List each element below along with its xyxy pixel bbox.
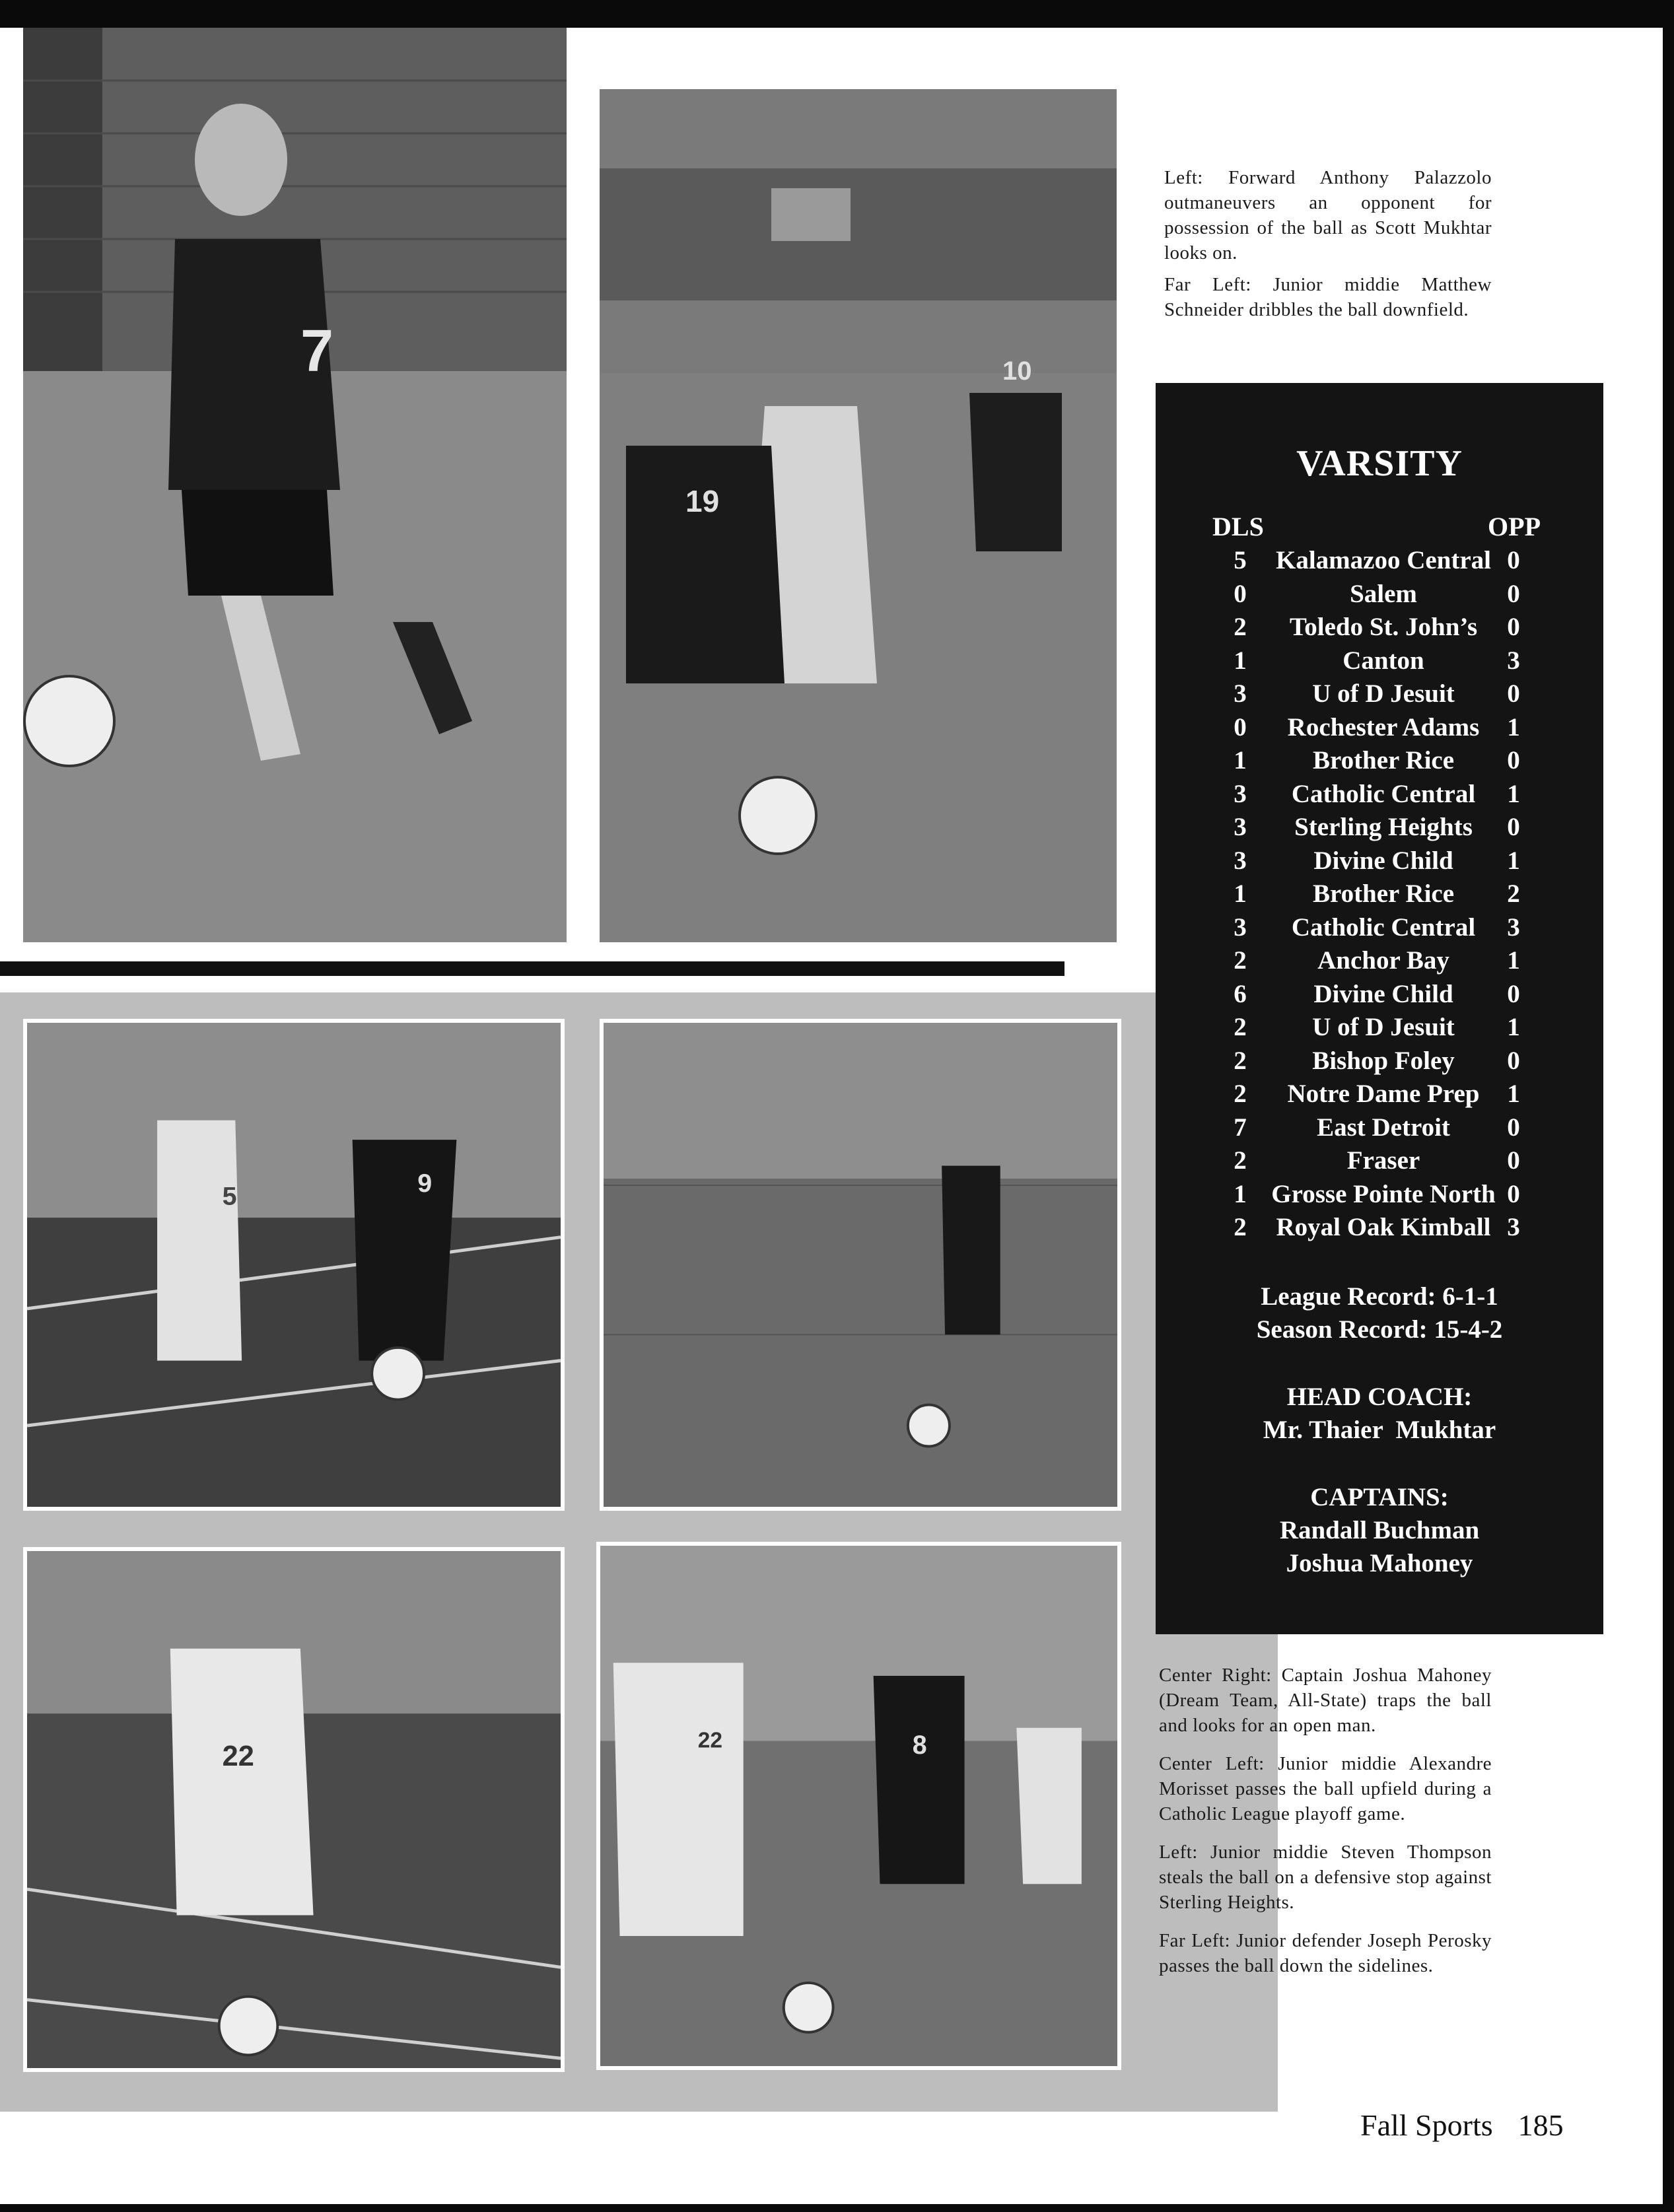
game-opp-score: 1 [1507, 1080, 1520, 1108]
jersey-number-5: 5 [222, 1181, 237, 1211]
game-row [1156, 1012, 1603, 1046]
game-opp-score: 3 [1507, 1213, 1520, 1241]
game-opp-score: 0 [1507, 613, 1520, 641]
game-row [1156, 1146, 1603, 1179]
game-opp-score: 0 [1507, 813, 1520, 841]
game-opp-score: 1 [1507, 946, 1520, 975]
game-opponent: Anchor Bay [1317, 946, 1449, 975]
game-opponent: Canton [1343, 646, 1424, 675]
caption-bottom [1159, 1663, 1492, 1985]
game-row [1156, 1113, 1603, 1146]
game-row [1156, 1079, 1603, 1113]
game-opponent: Divine Child [1313, 846, 1453, 875]
game-opp-score: 0 [1507, 1046, 1520, 1075]
game-dls-score: 1 [1234, 880, 1247, 908]
captain-name: Randall Buchman [1279, 1515, 1480, 1544]
captain-name: Joshua Mahoney [1286, 1548, 1473, 1577]
game-row [1156, 612, 1603, 646]
game-opponent: U of D Jesuit [1312, 1013, 1455, 1041]
season-record: Season Record: 15-4-2 [1256, 1315, 1503, 1344]
jersey-number-8: 8 [912, 1731, 927, 1760]
game-opp-score: 0 [1507, 1146, 1520, 1175]
game-opponent: Bishop Foley [1312, 1046, 1455, 1075]
game-row [1156, 946, 1603, 979]
game-opponent: Brother Rice [1312, 880, 1455, 908]
game-opp-score: 0 [1507, 1113, 1520, 1142]
game-opponent: Catholic Central [1291, 779, 1476, 808]
jersey-number-22: 22 [222, 1741, 254, 1773]
game-dls-score: 1 [1234, 1179, 1247, 1208]
caption-left: Left: Junior middie Steven Thompson steals the ball on a defensive stop against Sterling Heights. [1159, 1842, 1492, 1913]
game-dls-score: 1 [1234, 646, 1247, 675]
varsity-title: VARSITY [1296, 443, 1463, 484]
game-dls-score: 2 [1234, 946, 1247, 975]
photo-forward-palazzolo [23, 28, 567, 942]
game-opp-score: 1 [1507, 779, 1520, 808]
photo-center-left [23, 1019, 565, 1511]
game-opponent: Sterling Heights [1294, 813, 1473, 841]
league-record: League Record: 6-1-1 [1261, 1282, 1498, 1311]
game-dls-score: 2 [1234, 1146, 1247, 1175]
game-opponent: Kalamazoo Central [1275, 546, 1491, 574]
caption-far-left: Far Left: Junior defender Joseph Perosky passes the ball down the sidelines. [1159, 1930, 1492, 1976]
game-row [1156, 1212, 1603, 1246]
game-dls-score: 0 [1234, 712, 1247, 742]
game-opponent: U of D Jesuit [1312, 679, 1455, 708]
caption-center-left: Center Left: Junior middie Alexandre Morisset passes the ball upfield during a Catholic League playoff game. [1159, 1753, 1492, 1824]
game-dls-score: 7 [1234, 1113, 1247, 1142]
game-row [1156, 913, 1603, 946]
game-opponent: Catholic Central [1291, 913, 1476, 942]
game-results-list [1156, 545, 1603, 1246]
captains-heading: CAPTAINS: [1310, 1482, 1449, 1511]
game-opp-score: 0 [1507, 546, 1520, 574]
game-row [1156, 579, 1603, 613]
coach-heading: HEAD COACH: [1286, 1382, 1473, 1411]
photo-left-bottom [23, 1547, 565, 2072]
photo-far-left-bottom [596, 1542, 1121, 2070]
game-row [1156, 712, 1603, 746]
game-opp-score: 1 [1507, 1013, 1520, 1041]
game-opp-score: 0 [1507, 679, 1520, 708]
game-opponent: Toledo St. John’s [1289, 613, 1478, 641]
game-dls-score: 2 [1234, 1080, 1247, 1108]
game-opp-score: 2 [1507, 880, 1520, 908]
game-row [1156, 1179, 1603, 1213]
game-dls-score: 3 [1234, 779, 1247, 808]
caption-top-far-left: Far Left: Junior middie Matthew Schneider dribbles the ball downfield. [1164, 274, 1492, 320]
game-row [1156, 879, 1603, 913]
game-opponent: Rochester Adams [1287, 712, 1480, 742]
game-dls-score: 2 [1234, 1213, 1247, 1241]
game-opp-score: 1 [1507, 712, 1520, 742]
game-dls-score: 1 [1234, 746, 1247, 775]
game-dls-score: 2 [1234, 613, 1247, 641]
caption-top-left: Left: Forward Anthony Palazzolo outmaneuvers an opponent for possession of the ball as Scott Mukhtar looks on. [1164, 167, 1492, 263]
game-opponent: Divine Child [1313, 979, 1453, 1008]
game-opponent: Royal Oak Kimball [1276, 1213, 1491, 1241]
game-opp-score: 3 [1507, 913, 1520, 942]
game-dls-score: 6 [1234, 979, 1247, 1008]
page-number: 185 [1517, 2108, 1564, 2142]
varsity-column-header [1156, 511, 1603, 545]
game-dls-score: 2 [1234, 1013, 1247, 1041]
records [1156, 1280, 1603, 1346]
column-dls: DLS [1212, 512, 1264, 541]
game-row [1156, 679, 1603, 712]
game-opponent: East Detroit [1317, 1113, 1450, 1142]
game-opponent: Fraser [1346, 1146, 1420, 1175]
game-opponent: Brother Rice [1312, 746, 1455, 775]
game-dls-score: 2 [1234, 1046, 1247, 1075]
caption-top [1164, 165, 1492, 329]
game-opp-score: 1 [1507, 846, 1520, 875]
game-row [1156, 846, 1603, 880]
column-opp: OPP [1488, 512, 1541, 541]
game-opp-score: 0 [1507, 746, 1520, 775]
game-row [1156, 1046, 1603, 1080]
bottom-border [0, 2204, 1674, 2212]
divider-rule [0, 961, 1064, 976]
right-border [1663, 0, 1674, 2212]
captains [1156, 1481, 1603, 1580]
game-row [1156, 545, 1603, 579]
game-opponent: Salem [1350, 579, 1417, 608]
photo-midfielder-schneider [600, 89, 1117, 942]
game-row [1156, 979, 1603, 1013]
jersey-number-7: 7 [300, 318, 334, 384]
photo-center-right [600, 1019, 1121, 1511]
game-dls-score: 0 [1234, 579, 1247, 608]
game-dls-score: 5 [1234, 546, 1247, 574]
game-row [1156, 646, 1603, 679]
coach-name: Mr. Thaier Mukhtar [1263, 1415, 1496, 1444]
game-row [1156, 812, 1603, 846]
game-opp-score: 3 [1507, 646, 1520, 675]
caption-center-right: Center Right: Captain Joshua Mahoney (Dream Team, All-State) traps the ball and looks for an open man. [1159, 1665, 1492, 1736]
game-dls-score: 3 [1234, 813, 1247, 841]
game-opp-score: 0 [1507, 1179, 1520, 1208]
game-row [1156, 779, 1603, 813]
game-dls-score: 3 [1234, 846, 1247, 875]
game-opponent: Notre Dame Prep [1287, 1080, 1480, 1108]
page-footer [1360, 2108, 1564, 2143]
top-border [0, 0, 1674, 28]
varsity-results-box [1156, 383, 1603, 1634]
game-opp-score: 0 [1507, 979, 1520, 1008]
section-name: Fall Sports [1360, 2108, 1493, 2142]
jersey-number-19: 19 [685, 484, 720, 518]
head-coach [1156, 1381, 1603, 1447]
jersey-number-9: 9 [417, 1168, 433, 1198]
game-dls-score: 3 [1234, 679, 1247, 708]
game-row [1156, 745, 1603, 779]
game-opponent: Grosse Pointe North [1271, 1179, 1496, 1208]
jersey-number-22-b: 22 [697, 1728, 722, 1753]
game-dls-score: 3 [1234, 913, 1247, 942]
jersey-number-10: 10 [1002, 357, 1032, 386]
game-opp-score: 0 [1507, 579, 1520, 608]
